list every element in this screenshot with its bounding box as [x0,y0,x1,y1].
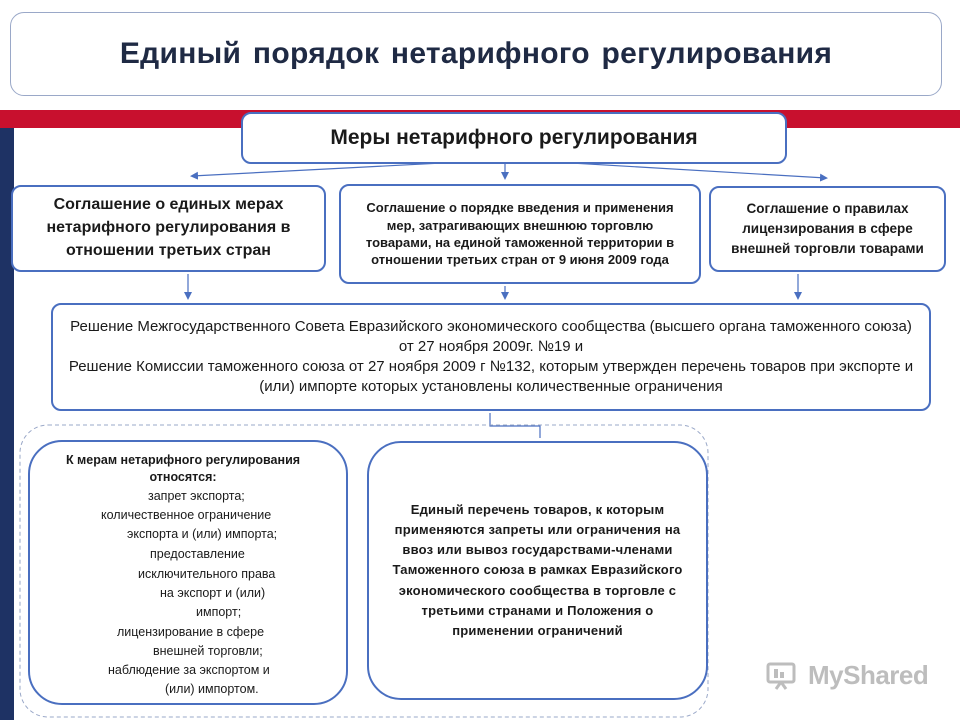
unified-list-box [367,441,708,700]
decision-line-2: Решение Комиссии таможенного союза от 27 ноября 2009 г №132, которым утвержден перечень товаров при экспорте и (или) импорте которых установлены количественные ограничения [68,358,914,395]
agreement-text: Соглашение о порядке введения и применения мер, затрагивающих внешнюю торговлю товарами, на единой таможенной территории в отношении третьих стран от 9 июня 2009 года [365,200,675,268]
agreement-box-procedure [339,184,701,284]
watermark [766,654,936,696]
decision-box [51,303,931,411]
presentation-icon [766,660,800,690]
list-item: исключительного права [138,567,276,581]
unified-list-text: Единый перечень товаров, к которым применяются запреты или ограничения на ввоз или вывоз государствами-членами Таможенного союза в рамках Евразийского экономического сообщества в торговле с третьими странами и Положения о применении ограничений [392,502,683,638]
list-item: предоставление [150,547,245,561]
measures-header-box: Меры нетарифного регулирования [241,112,787,164]
agreement-box-uniform-measures [11,185,326,272]
list-item: наблюдение за экспортом и [108,663,270,677]
list-item: количественное ограничение [101,508,272,522]
list-item: (или) импортом. [165,682,259,696]
page-title: Единый порядок нетарифного регулирования [119,37,833,70]
agreement-text: Соглашение о единых мерах нетарифного регулирования в отношении третьих стран [46,196,291,259]
list-item: внешней торговли; [153,644,263,658]
agreement-box-licensing [709,186,946,272]
decision-line-1: Решение Межгосударственного Совета Евразийского экономического сообщества (высшего органа таможенного союза) от 27 ноября 2009г. №19 и [70,318,912,356]
measures-heading: К мерам нетарифного регулирования относятся: [65,453,301,484]
list-item: импорт; [196,605,242,619]
list-item: лицензирование в сфере [117,625,265,639]
list-item: экспорта и (или) импорта; [127,527,278,541]
title-panel [10,12,942,96]
watermark-text: MyShared [808,659,929,690]
list-item: на экспорт и (или) [160,586,266,600]
list-item: запрет экспорта; [148,489,245,503]
agreement-text: Соглашение о правилах лицензирования в сфере внешней торговли товарами [731,200,924,257]
